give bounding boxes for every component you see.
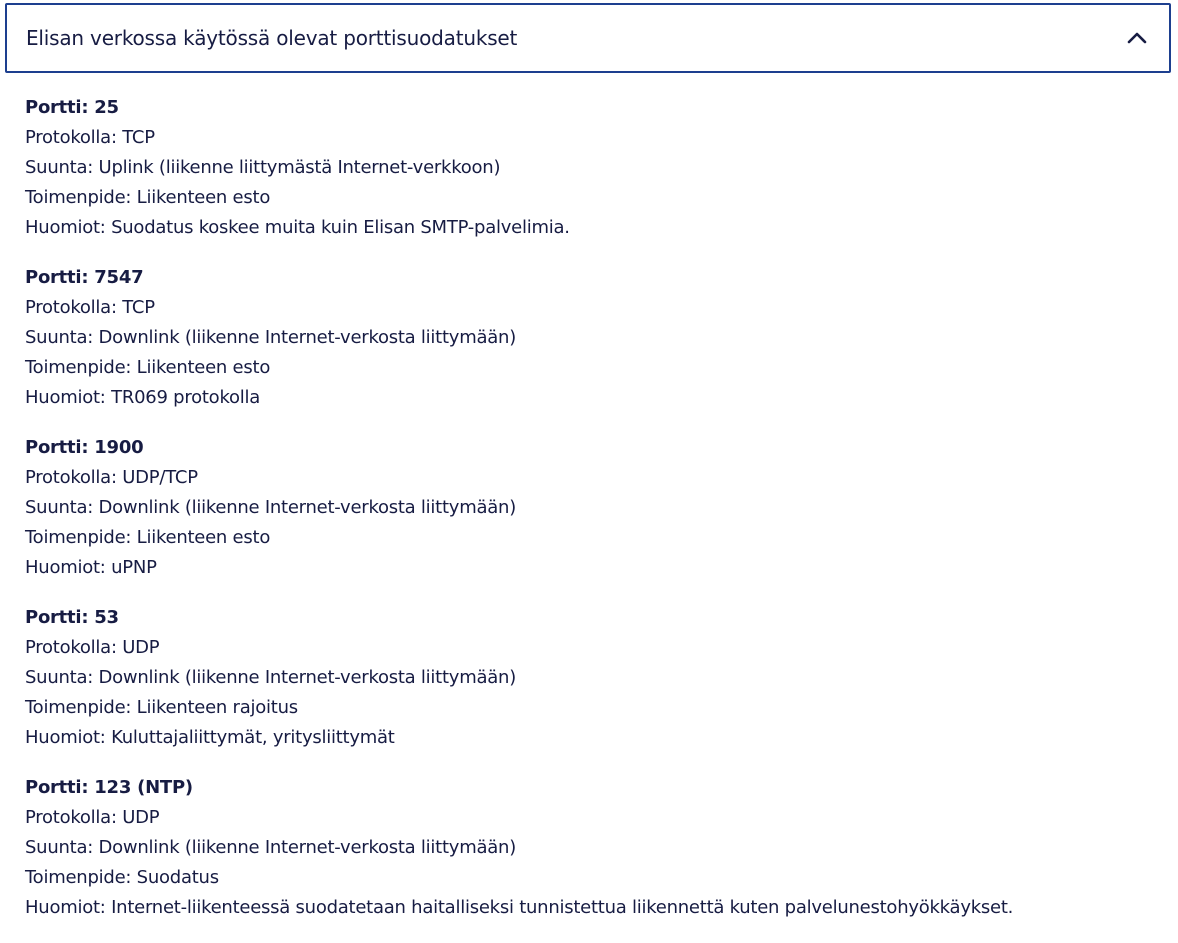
port-protocol: Protokolla: UDP — [25, 637, 160, 658]
port-notes: Huomiot: Internet-liikenteessä suodatetaan haitalliseksi tunnistettua liikennettä kuten palvelunestohyökkäykset. — [25, 897, 1014, 918]
port-title: Portti: 1900 — [25, 437, 144, 458]
port-title: Portti: 7547 — [25, 267, 144, 288]
port-notes: Huomiot: uPNP — [25, 557, 157, 578]
port-notes: Huomiot: Suodatus koskee muita kuin Elisan SMTP-palvelimia. — [25, 217, 570, 238]
port-title: Portti: 123 (NTP) — [25, 777, 193, 798]
port-protocol: Protokolla: UDP/TCP — [25, 467, 198, 488]
port-action: Toimenpide: Liikenteen rajoitus — [25, 697, 298, 718]
port-action: Toimenpide: Liikenteen esto — [25, 187, 271, 208]
port-notes: Huomiot: TR069 protokolla — [25, 387, 261, 408]
port-entry — [25, 93, 1155, 243]
port-action: Toimenpide: Liikenteen esto — [25, 527, 271, 548]
port-action: Toimenpide: Suodatus — [25, 867, 219, 888]
port-protocol: Protokolla: TCP — [25, 127, 155, 148]
port-entry — [25, 263, 1155, 413]
accordion-header[interactable] — [5, 3, 1171, 73]
accordion-title: Elisan verkossa käytössä olevat porttisuodatukset — [26, 26, 518, 50]
port-title: Portti: 53 — [25, 607, 119, 628]
port-direction: Suunta: Downlink (liikenne Internet-verkosta liittymään) — [25, 497, 516, 518]
port-direction: Suunta: Uplink (liikenne liittymästä Internet-verkkoon) — [25, 157, 501, 178]
port-direction: Suunta: Downlink (liikenne Internet-verkosta liittymään) — [25, 837, 516, 858]
port-entry — [25, 603, 1155, 753]
port-title: Portti: 25 — [25, 97, 119, 118]
port-entry — [25, 773, 1155, 923]
port-direction: Suunta: Downlink (liikenne Internet-verkosta liittymään) — [25, 327, 516, 348]
port-protocol: Protokolla: UDP — [25, 807, 160, 828]
port-action: Toimenpide: Liikenteen esto — [25, 357, 271, 378]
chevron-up-icon[interactable] — [1125, 26, 1149, 50]
port-direction: Suunta: Downlink (liikenne Internet-verkosta liittymään) — [25, 667, 516, 688]
port-entry — [25, 433, 1155, 583]
port-notes: Huomiot: Kuluttajaliittymät, yritysliittymät — [25, 727, 395, 748]
accordion-content — [25, 93, 1155, 943]
port-protocol: Protokolla: TCP — [25, 297, 155, 318]
